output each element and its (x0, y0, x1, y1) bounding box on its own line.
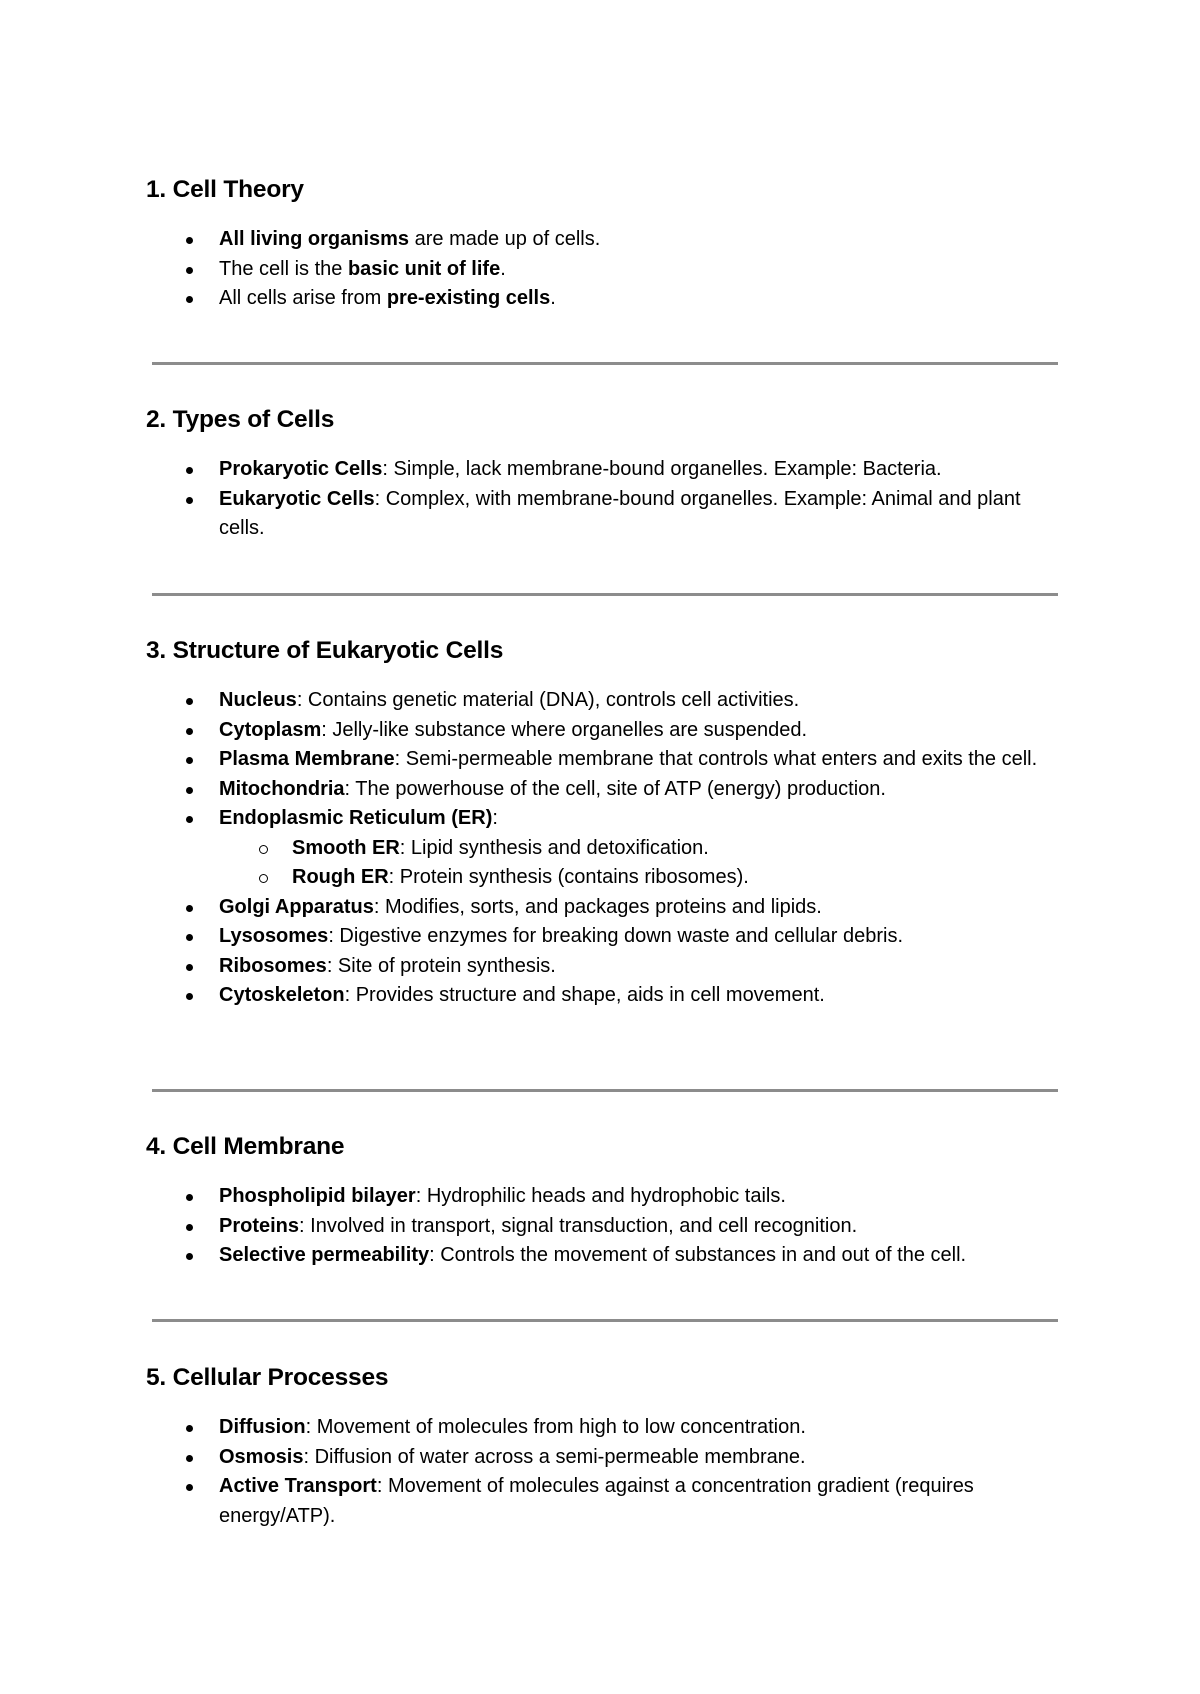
list-item: Osmosis: Diffusion of water across a semi-permeable membrane. (146, 1443, 1066, 1473)
bullet-list (146, 455, 1066, 544)
section-heading: 3. Structure of Eukaryotic Cells (146, 637, 504, 664)
term: Active Transport (219, 1475, 377, 1497)
term: basic unit of life (347, 257, 501, 280)
term: Lysosomes (219, 925, 329, 947)
section-heading: 1. Cell Theory (146, 176, 304, 203)
term: Osmosis (219, 1445, 304, 1468)
term: Smooth ER (292, 836, 400, 859)
section-cell-theory (146, 175, 1066, 314)
sub-list-item: Rough ER: Protein synthesis (contains ribosomes). (146, 863, 1066, 893)
list-item: Mitochondria: The powerhouse of the cell, site of ATP (energy) production. (146, 775, 1066, 805)
term: pre-existing cells (386, 287, 551, 309)
section-heading: 5. Cellular Processes (146, 1364, 389, 1391)
section-divider (152, 362, 1058, 365)
list-item: Proteins: Involved in transport, signal transduction, and cell recognition. (146, 1212, 1066, 1242)
term: All living organisms (219, 228, 410, 250)
list-item: Phospholipid bilayer: Hydrophilic heads and hydrophobic tails. (146, 1182, 1066, 1212)
term: Golgi Apparatus (219, 895, 374, 918)
bullet-list (146, 1413, 1066, 1531)
sub-list-item: Smooth ER: Lipid synthesis and detoxification. (146, 834, 1066, 864)
term: Ribosomes (219, 954, 327, 977)
section-cell-membrane (146, 1132, 1066, 1271)
list-item: All cells arise from pre-existing cells. (146, 284, 1066, 314)
section-types-of-cells (146, 405, 1066, 544)
list-item: Endoplasmic Reticulum (ER): (146, 804, 1066, 834)
term: Endoplasmic Reticulum (ER) (219, 807, 493, 829)
term: Selective permeability (219, 1244, 430, 1266)
term: Rough ER (292, 866, 389, 888)
term: Cytoplasm (219, 718, 322, 741)
term: Cytoskeleton (219, 984, 345, 1006)
list-item: Diffusion: Movement of molecules from high to low concentration. (146, 1413, 1066, 1443)
list-item: Nucleus: Contains genetic material (DNA), controls cell activities. (146, 686, 1066, 716)
bullet-list (146, 686, 1066, 1011)
section-structure-of-eukaryotic-cells (146, 636, 1066, 1011)
section-divider (152, 593, 1058, 596)
list-item: Lysosomes: Digestive enzymes for breaking down waste and cellular debris. (146, 922, 1066, 952)
list-item: Ribosomes: Site of protein synthesis. (146, 952, 1066, 982)
term: Mitochondria (219, 777, 345, 800)
list-item: Golgi Apparatus: Modifies, sorts, and packages proteins and lipids. (146, 893, 1066, 923)
term: Eukaryotic Cells (219, 487, 375, 510)
bullet-list (146, 225, 1066, 314)
term: Phospholipid bilayer (219, 1185, 416, 1207)
list-item: Cytoplasm: Jelly-like substance where organelles are suspended. (146, 716, 1066, 746)
bullet-list (146, 1182, 1066, 1271)
list-item: Active Transport: Movement of molecules against a concentration gradient (requires energy/ATP). (146, 1472, 1066, 1531)
list-item: Prokaryotic Cells: Simple, lack membrane-bound organelles. Example: Bacteria. (146, 455, 1066, 485)
section-heading: 4. Cell Membrane (146, 1133, 345, 1160)
term: Nucleus (219, 689, 297, 711)
term: Diffusion (219, 1416, 306, 1438)
term: Prokaryotic Cells (219, 458, 383, 480)
section-divider (152, 1089, 1058, 1092)
list-item: All living organisms are made up of cells. (146, 225, 1066, 255)
list-item: The cell is the basic unit of life. (146, 255, 1066, 285)
list-item: Eukaryotic Cells: Complex, with membrane-bound organelles. Example: Animal and plant cells. (146, 485, 1066, 544)
term: Plasma Membrane (219, 748, 395, 770)
section-heading: 2. Types of Cells (146, 406, 335, 433)
list-item: Plasma Membrane: Semi-permeable membrane that controls what enters and exits the cell. (146, 745, 1066, 775)
section-cellular-processes (146, 1363, 1066, 1531)
list-item: Selective permeability: Controls the movement of substances in and out of the cell. (146, 1241, 1066, 1271)
list-item: Cytoskeleton: Provides structure and shape, aids in cell movement. (146, 981, 1066, 1011)
term: Proteins (219, 1214, 300, 1237)
section-divider (152, 1319, 1058, 1322)
